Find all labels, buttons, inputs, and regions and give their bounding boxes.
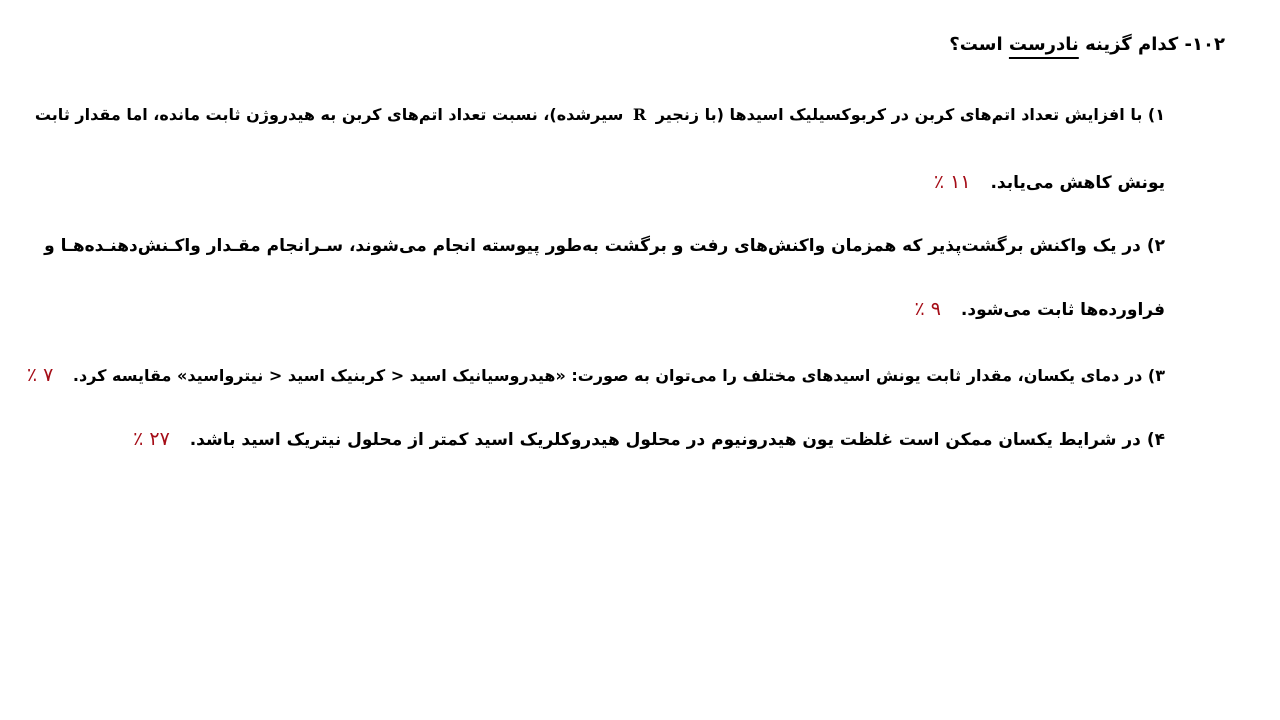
option-1-text-end: یونش کاهش می‌یابد. [990, 173, 1165, 193]
question-title-underlined: نادرست [1008, 34, 1079, 55]
option-2-text-end: فراورده‌ها ثابت می‌شود. [960, 300, 1165, 320]
option-3-text: ۳) در دمای یکسان، مقدار ثابت یونش اسیدهای مختلف را می‌توان به صورت: «هیدروسیانیک اسید < کربنیک اسید < نیترواسید» مقایسه کرد. [72, 366, 1165, 385]
option-1-r-symbol: R [632, 105, 647, 124]
question-number: ۱۰۲- [1184, 34, 1225, 55]
option-4-percent: ۲۷ ٪ [133, 428, 170, 450]
option-1-percent: ۱۱ ٪ [933, 171, 971, 193]
option-2-line-2 [915, 297, 1165, 322]
option-2-line-1: ۲) در یک واکنش برگشت‌پذیر که همزمان واکنش‌های رفت و برگشت به‌طور پیوسته انجام می‌شوند، سـرانجام مقـدار واکـنش‌دهنـده‌هـا و [44, 236, 1165, 256]
option-4 [133, 427, 1165, 452]
question-title-before: کدام گزینه [1085, 34, 1179, 55]
option-1-text-b: سیرشده)، نسبت تعداد اتم‌های کربن به هیدروژن ثابت مانده، اما مقدار ثابت [34, 105, 624, 124]
option-4-text: ۴) در شرایط یکسان ممکن است غلظت یون هیدرونیوم در محلول هیدروکلریک اسید کمتر از محلول نیتریک اسید باشد. [189, 430, 1165, 450]
question-title-after: است؟ [949, 34, 1003, 55]
option-2-percent: ۹ ٪ [914, 298, 941, 320]
option-3-percent: ۷ ٪ [26, 364, 54, 386]
option-1-text-a: ۱) با افزایش تعداد اتم‌های کربن در کربوکسیلیک اسیدها (با زنجیر [655, 105, 1165, 124]
option-1-line-1 [35, 103, 1165, 127]
option-3 [27, 363, 1165, 388]
question-title [949, 33, 1225, 57]
option-1-line-2 [934, 170, 1165, 195]
